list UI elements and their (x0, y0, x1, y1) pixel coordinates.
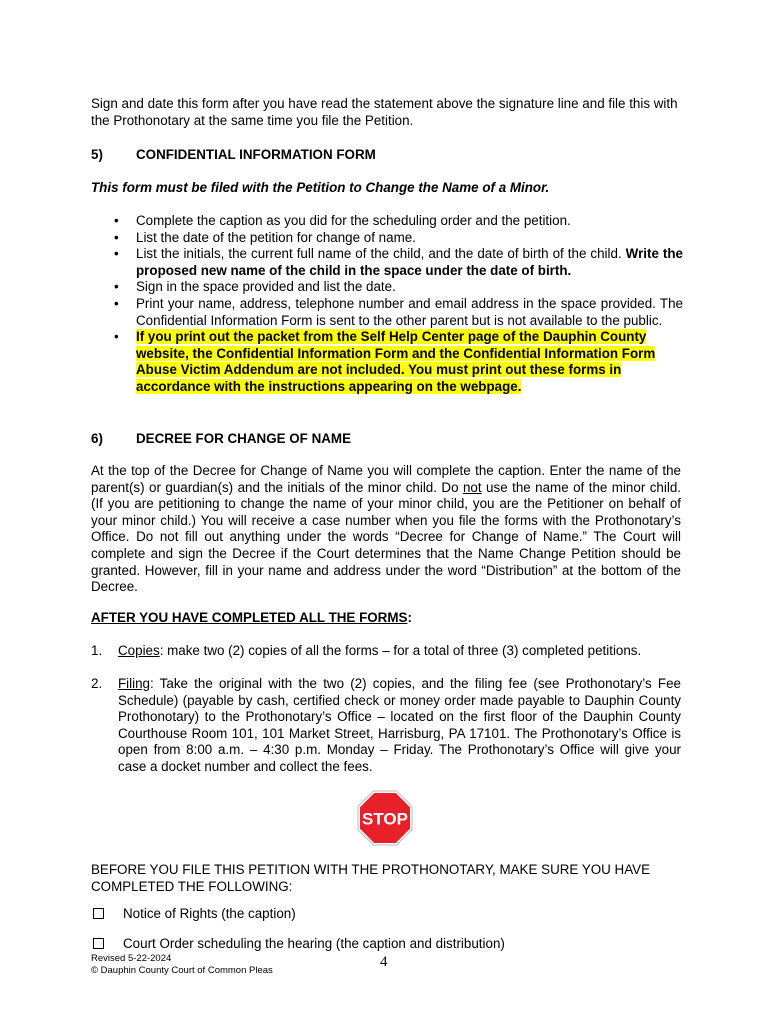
section-6-number: 6) (91, 431, 103, 446)
section-6-title: DECREE FOR CHANGE OF NAME (136, 431, 352, 446)
list-item: • Sign in the space provided and list the date. (114, 279, 396, 295)
section-6-heading (91, 431, 681, 448)
intro-paragraph: Sign and date this form after you have read the statement above the signature line and file this with the Prothonotary at the same time you file the Petition. (91, 96, 678, 128)
list-item: • Complete the caption as you did for the scheduling order and the petition. (114, 213, 571, 228)
stop-sign-icon (357, 790, 413, 846)
checkbox-icon (93, 908, 104, 919)
footer (91, 953, 273, 977)
after-heading: AFTER YOU HAVE COMPLETED ALL THE FORMS: (91, 610, 412, 625)
footer-copyright: © Dauphin County Court of Common Pleas (91, 965, 273, 976)
highlighted-warning: If you print out the packet from the Self Help Center page of the Dauphin County website, the Confidential Information Form and the Confidential Information Form Abuse Victim Addendum are not included. You must print out these forms in accordance with the instructions appearing on the webpage. (136, 329, 656, 394)
bold-instruction: Write the proposed new name of the child in the space under the date of birth. (136, 246, 683, 278)
section-5-note: This form must be filed with the Petition to Change the Name of a Minor. (91, 180, 550, 195)
section-6-body: At the top of the Decree for Change of Name you will complete the caption. Enter the name of the parent(s) or guardian(s) and the initials of the minor child. Do not use the name of the minor child. (If you are petitioning to change the name of your minor child, you are the Petitioner on behalf of your minor child.) You will receive a case number when you file the forms with the Prothonotary’s Office. Do not fill out anything under the words “Decree for Change of Name.” The Court will complete and sign the Decree if the Court determines that the Name Change Petition should be granted. However, fill in your name and address under the word “Distribution” at the bottom of the Decree. (91, 463, 681, 595)
list-item: • List the initials, the current full name of the child, and the date of birth of the child. Write the proposed new name of the child in the space under the date of birth. (114, 246, 683, 278)
stop-sign-text: STOP (362, 809, 408, 829)
section-5-number: 5) (91, 147, 103, 162)
section-5-title: CONFIDENTIAL INFORMATION FORM (136, 147, 376, 162)
after-item-copies: 1. Copies: make two (2) copies of all the forms – for a total of three (3) completed petitions. (91, 643, 642, 658)
page-number: 4 (380, 954, 388, 970)
checklist-item: Court Order scheduling the hearing (the caption and distribution) (91, 936, 681, 953)
footer-revised: Revised 5-22-2024 (91, 953, 172, 964)
section-5-heading (91, 147, 681, 164)
list-item: • List the date of the petition for change of name. (114, 229, 416, 245)
checklist-item: Notice of Rights (the caption) (91, 906, 681, 923)
checkbox-icon (93, 938, 104, 949)
list-item: • Print your name, address, telephone number and email address in the space provided. The Confidential Information Form is sent to the other parent but is not available to the public. (114, 295, 683, 328)
after-item-filing: 2. Filing: Take the original with the two (2) copies, and the filing fee (see Prothonotary’s Fee Schedule) (payable by cash, certified check or money order made payable to Dauphin County Prothonotary) to the Prothonotary’s Office – located on the first floor of the Dauphin County Courthouse Room 101, 101 Market Street, Harrisburg, PA 17101. The Prothonotary’s Office is open from 8:00 a.m. – 4:30 p.m. Monday – Friday. The Prothonotary’s Office will give your case a docket number and collect the fees. (91, 676, 681, 774)
section-5-bullet-list (91, 213, 683, 396)
list-item: • If you print out the packet from the Self Help Center page of the Dauphin County website, the Confidential Information Form and the Confidential Information Form Abuse Victim Addendum are not included. You must print out these forms in accordance with the instructions appearing on the webpage. (114, 329, 656, 394)
before-filing-instruction: BEFORE YOU FILE THIS PETITION WITH THE PROTHONOTARY, MAKE SURE YOU HAVE COMPLETED THE FOLLOWING: (91, 862, 651, 894)
